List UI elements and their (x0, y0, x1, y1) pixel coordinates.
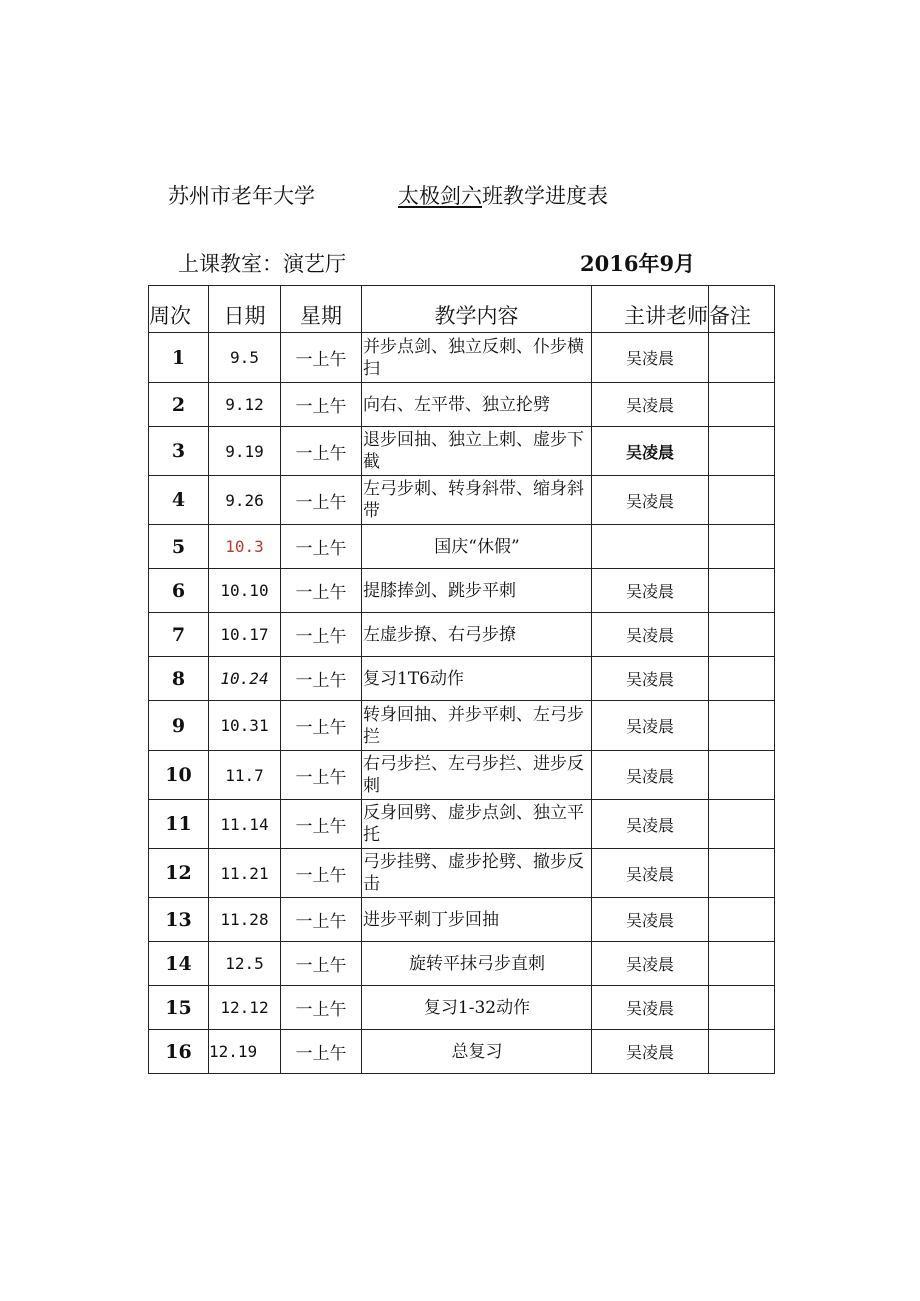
day-cell: 一上午 (281, 751, 362, 800)
note-cell (709, 800, 775, 849)
content-cell: 反身回劈、虚步点剑、独立平托 (362, 800, 592, 849)
teacher-cell: 吴凌晨 (592, 613, 709, 657)
date-cell: 9.5 (209, 333, 281, 383)
teacher-cell: 吴凌晨 (592, 1030, 709, 1074)
teacher-cell: 吴凌晨 (592, 333, 709, 383)
note-cell (709, 333, 775, 383)
date-cell: 12.5 (209, 942, 281, 986)
note-cell (709, 986, 775, 1030)
day-cell: 一上午 (281, 525, 362, 569)
date-cell: 9.12 (209, 383, 281, 427)
table-row (149, 849, 775, 898)
content-cell: 右弓步拦、左弓步拦、进步反刺 (362, 751, 592, 800)
content-cell: 提膝捧剑、跳步平刺 (362, 569, 592, 613)
content-cell: 复习1-32动作 (362, 986, 592, 1030)
table-header-row (149, 286, 775, 333)
content-cell: 左弓步刺、转身斜带、缩身斜带 (362, 476, 592, 525)
day-cell: 一上午 (281, 333, 362, 383)
teacher-cell: 吴凌晨 (592, 800, 709, 849)
table-row (149, 701, 775, 751)
day-cell: 一上午 (281, 476, 362, 525)
table-row (149, 525, 775, 569)
date-cell: 10.31 (209, 701, 281, 751)
term-date: 2016年9月 (580, 251, 696, 276)
content-cell: 复习1T6动作 (362, 657, 592, 701)
note-cell (709, 849, 775, 898)
col-day: 星期 (281, 286, 362, 333)
schedule-table (148, 285, 775, 1074)
classroom-label: 上课教室：演艺厅 (178, 252, 346, 276)
teacher-cell: 吴凌晨 (592, 427, 709, 476)
day-cell: 一上午 (281, 657, 362, 701)
day-cell: 一上午 (281, 613, 362, 657)
content-cell: 进步平刺丁步回抽 (362, 898, 592, 942)
col-week: 周次 (149, 286, 209, 333)
day-cell: 一上午 (281, 800, 362, 849)
week-cell: 5 (149, 525, 209, 569)
date-cell: 11.7 (209, 751, 281, 800)
course-title-underlined: 太极剑六 (398, 184, 482, 208)
content-cell: 国庆“休假” (362, 525, 592, 569)
content-cell: 转身回抽、并步平刺、左弓步拦 (362, 701, 592, 751)
day-cell: 一上午 (281, 701, 362, 751)
date-cell: 10.17 (209, 613, 281, 657)
note-cell (709, 525, 775, 569)
table-row (149, 751, 775, 800)
school-name: 苏州市老年大学 (168, 184, 315, 208)
date-cell: 9.26 (209, 476, 281, 525)
week-cell: 6 (149, 569, 209, 613)
note-cell (709, 569, 775, 613)
note-cell (709, 657, 775, 701)
day-cell: 一上午 (281, 898, 362, 942)
day-cell: 一上午 (281, 1030, 362, 1074)
teacher-cell: 吴凌晨 (592, 701, 709, 751)
teacher-cell: 吴凌晨 (592, 476, 709, 525)
course-title (398, 180, 608, 210)
table-row (149, 986, 775, 1030)
date-cell: 10.3 (209, 525, 281, 569)
note-cell (709, 476, 775, 525)
content-cell: 左虚步撩、右弓步撩 (362, 613, 592, 657)
week-cell: 15 (149, 986, 209, 1030)
content-cell: 总复习 (362, 1030, 592, 1074)
table-row (149, 427, 775, 476)
week-cell: 16 (149, 1030, 209, 1074)
note-cell (709, 383, 775, 427)
teacher-cell: 吴凌晨 (592, 657, 709, 701)
teacher-cell: 吴凌晨 (592, 751, 709, 800)
day-cell: 一上午 (281, 569, 362, 613)
date-cell: 11.14 (209, 800, 281, 849)
date-cell: 9.19 (209, 427, 281, 476)
course-title-rest: 班教学进度表 (482, 184, 608, 208)
teacher-cell: 吴凌晨 (592, 569, 709, 613)
col-note: 备注 (709, 286, 775, 333)
teacher-cell: 吴凌晨 (592, 942, 709, 986)
teacher-cell: 吴凌晨 (592, 383, 709, 427)
content-cell: 向右、左平带、独立抡劈 (362, 383, 592, 427)
note-cell (709, 942, 775, 986)
col-content: 教学内容 (362, 286, 592, 333)
week-cell: 10 (149, 751, 209, 800)
date-cell: 12.19 (209, 1030, 281, 1074)
note-cell (709, 427, 775, 476)
content-cell: 弓步挂劈、虚步抡劈、撤步反击 (362, 849, 592, 898)
table-row (149, 657, 775, 701)
week-cell: 8 (149, 657, 209, 701)
week-cell: 14 (149, 942, 209, 986)
date-cell: 11.21 (209, 849, 281, 898)
table-row (149, 1030, 775, 1074)
table-row (149, 800, 775, 849)
table-row (149, 569, 775, 613)
week-cell: 12 (149, 849, 209, 898)
date-cell: 10.24 (209, 657, 281, 701)
note-cell (709, 701, 775, 751)
note-cell (709, 613, 775, 657)
note-cell (709, 898, 775, 942)
table-row (149, 898, 775, 942)
table-row (149, 383, 775, 427)
col-teacher: 主讲老师 (592, 286, 709, 333)
table-row (149, 613, 775, 657)
week-cell: 1 (149, 333, 209, 383)
table-row (149, 333, 775, 383)
teacher-cell: 吴凌晨 (592, 898, 709, 942)
table-row (149, 476, 775, 525)
note-cell (709, 1030, 775, 1074)
week-cell: 13 (149, 898, 209, 942)
content-cell: 退步回抽、独立上刺、虚步下截 (362, 427, 592, 476)
content-cell: 并步点剑、独立反刺、仆步横扫 (362, 333, 592, 383)
week-cell: 9 (149, 701, 209, 751)
table-row (149, 942, 775, 986)
date-cell: 10.10 (209, 569, 281, 613)
teacher-cell: 吴凌晨 (592, 986, 709, 1030)
col-date: 日期 (209, 286, 281, 333)
week-cell: 11 (149, 800, 209, 849)
day-cell: 一上午 (281, 383, 362, 427)
note-cell (709, 751, 775, 800)
week-cell: 2 (149, 383, 209, 427)
week-cell: 3 (149, 427, 209, 476)
week-cell: 7 (149, 613, 209, 657)
teacher-cell: 吴凌晨 (592, 849, 709, 898)
date-cell: 11.28 (209, 898, 281, 942)
week-cell: 4 (149, 476, 209, 525)
date-cell: 12.12 (209, 986, 281, 1030)
day-cell: 一上午 (281, 849, 362, 898)
day-cell: 一上午 (281, 427, 362, 476)
day-cell: 一上午 (281, 986, 362, 1030)
teacher-cell (592, 525, 709, 569)
content-cell: 旋转平抹弓步直刺 (362, 942, 592, 986)
day-cell: 一上午 (281, 942, 362, 986)
